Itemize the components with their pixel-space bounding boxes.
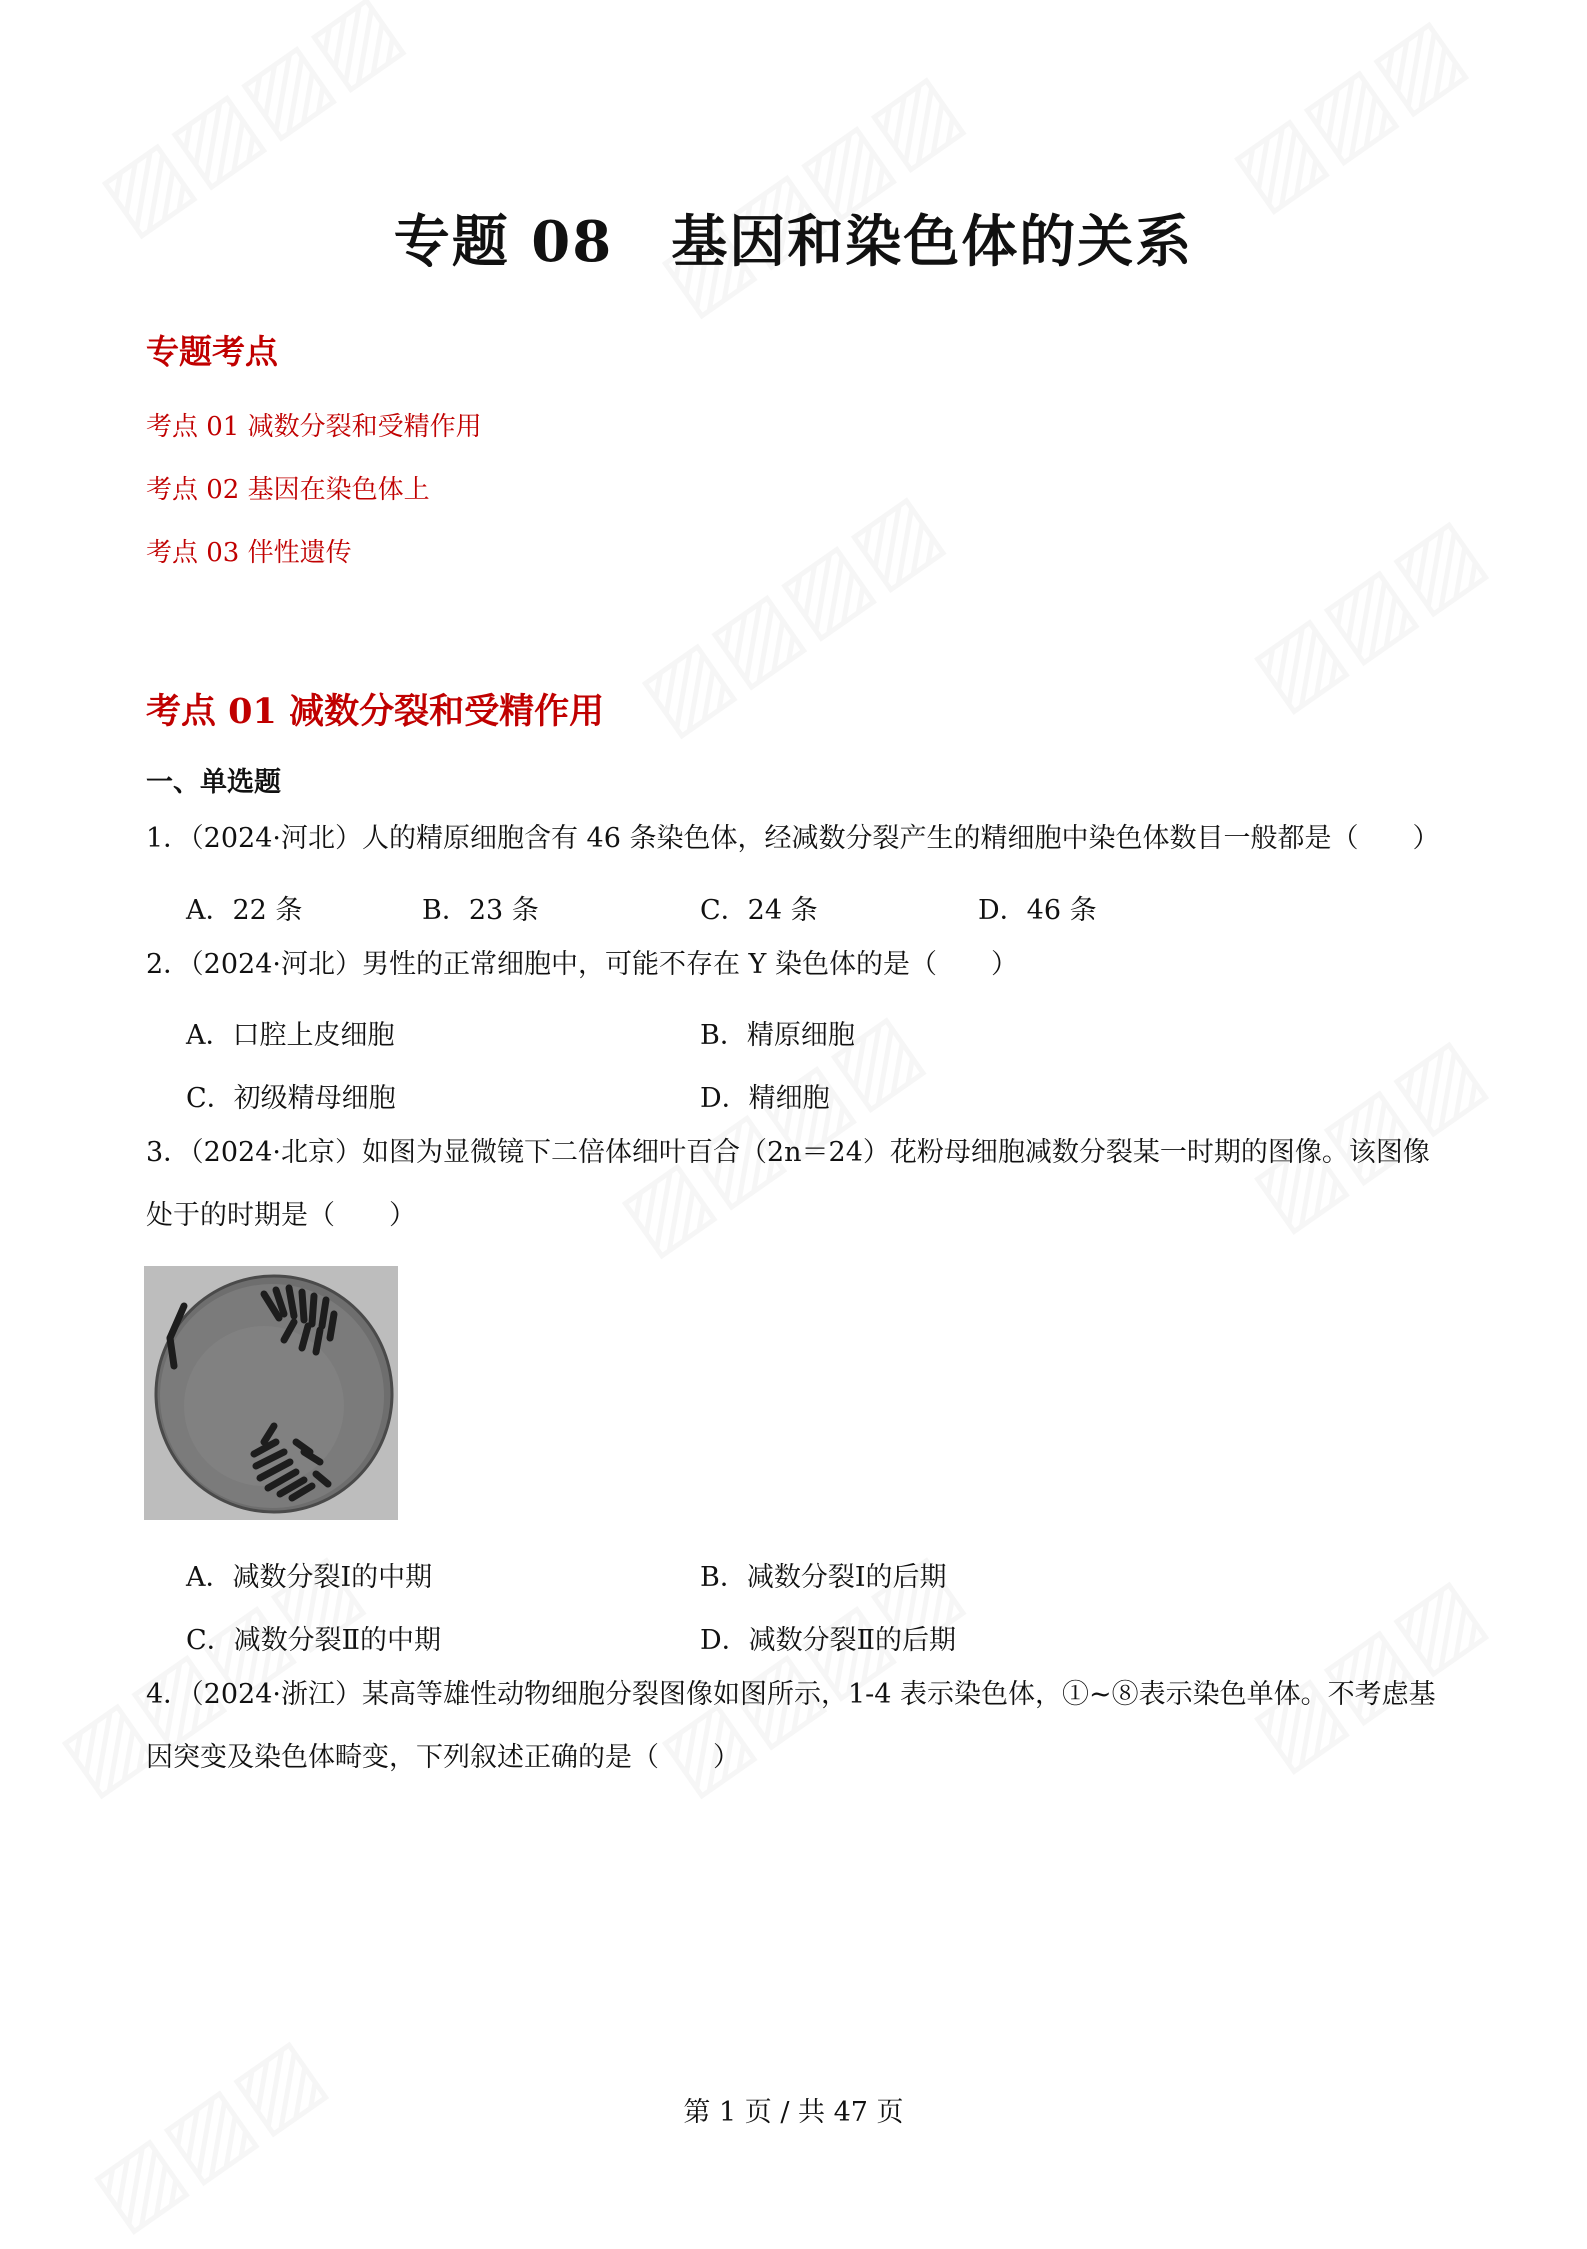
question-3-stem-line1: 3．（2024·北京）如图为显微镜下二倍体细叶百合（2n＝24）花粉母细胞减数分裂某一时期的图像。该图像	[146, 1137, 1430, 1168]
q3-option-a: A．减数分裂Ⅰ的中期	[186, 1562, 433, 1593]
q1-option-b: B．23 条	[422, 895, 539, 926]
q2-option-d: D．精细胞	[700, 1083, 830, 1114]
section-heading: 考点 01 减数分裂和受精作用	[146, 691, 605, 732]
q2-option-c: C．初级精母细胞	[186, 1083, 396, 1114]
q1-option-d: D．46 条	[978, 895, 1097, 926]
q1-option-c: C．24 条	[700, 895, 818, 926]
question-1-stem: 1．（2024·河北）人的精原细胞含有 46 条染色体，经减数分裂产生的精细胞中染色体数目一般都是（ ）	[146, 823, 1440, 854]
q2-option-b: B．精原细胞	[700, 1020, 855, 1051]
cell-micrograph-drawing	[144, 1266, 398, 1520]
watermark	[1233, 496, 1502, 728]
toc-item-1[interactable]: 考点 01 减数分裂和受精作用	[146, 412, 482, 442]
watermark	[1213, 0, 1482, 229]
q3-option-d: D．减数分裂Ⅱ的后期	[700, 1625, 956, 1656]
question-2-stem: 2．（2024·河北）男性的正常细胞中，可能不存在 Y 染色体的是（ ）	[146, 949, 1018, 980]
q3-option-b: B．减数分裂Ⅰ的后期	[700, 1562, 947, 1593]
watermark	[73, 2016, 342, 2248]
question-type-heading: 一、单选题	[146, 767, 281, 798]
micrograph-image	[144, 1266, 398, 1520]
page-title: 专题 08 基因和染色体的关系	[393, 209, 1194, 275]
q3-option-c: C．减数分裂Ⅱ的中期	[186, 1625, 442, 1656]
toc-heading: 专题考点	[146, 332, 278, 371]
toc-item-3[interactable]: 考点 03 伴性遗传	[146, 538, 352, 568]
page-footer: 第 1 页 / 共 47 页	[683, 2097, 904, 2128]
q1-option-a: A．22 条	[186, 895, 303, 926]
watermark	[621, 472, 960, 753]
question-4-stem-line2: 因突变及染色体畸变，下列叙述正确的是（ ）	[146, 1742, 740, 1773]
q2-option-a: A．口腔上皮细胞	[186, 1020, 395, 1051]
question-4-stem-line1: 4．（2024·浙江）某高等雄性动物细胞分裂图像如图所示，1-4 表示染色体，①~⑧表示染色单体。不考虑基	[146, 1679, 1436, 1710]
question-3-stem-line2: 处于的时期是（ ）	[146, 1200, 416, 1231]
toc-item-2[interactable]: 考点 02 基因在染色体上	[146, 475, 430, 505]
watermark	[641, 52, 980, 333]
